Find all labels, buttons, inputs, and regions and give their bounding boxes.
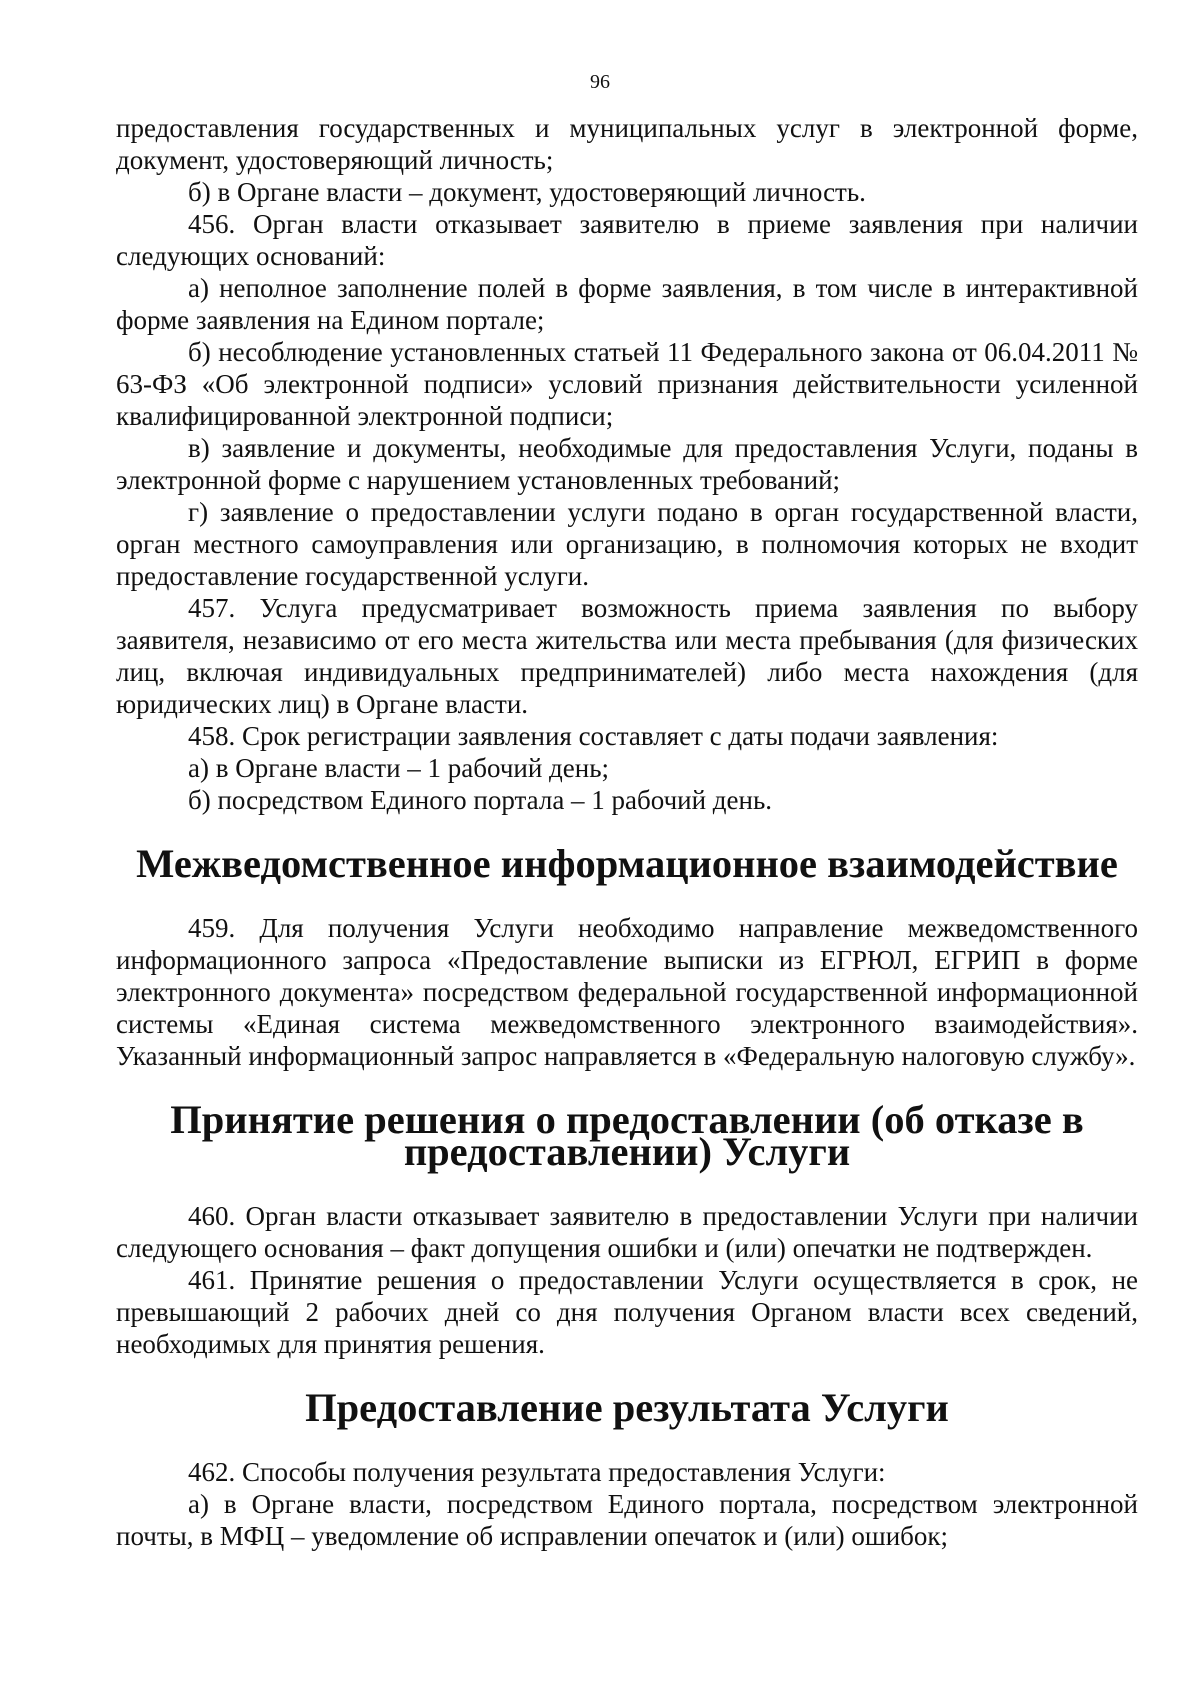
- paragraph-458: 458. Срок регистрации заявления составляет с даты подачи заявления:: [188, 721, 999, 751]
- paragraph-456-g: г) заявление о предоставлении услуги подано в орган государственной власти, орган местного самоуправления или организацию, в полномочия которых не входит предоставление государственной услуги.: [116, 497, 1138, 591]
- section-heading-interagency: Межведомственное информационное взаимодействие: [136, 841, 1118, 886]
- paragraph-457: 457. Услуга предусматривает возможность приема заявления по выбору заявителя, независимо от его места жительства или места пребывания (для физических лиц, включая индивидуальных предпринимателей) либо места нахождения (для юридических лиц) в Органе власти.: [116, 593, 1138, 719]
- paragraph-462-a: а) в Органе власти, посредством Единого портала, посредством электронной почты, в МФЦ – уведомление об исправлении опечаток и (или) ошибок;: [116, 1489, 1138, 1551]
- paragraph-461: 461. Принятие решения о предоставлении Услуги осуществляется в срок, не превышающий 2 рабочих дней со дня получения Органом власти всех сведений, необходимых для принятия решения.: [116, 1265, 1138, 1359]
- document-body: [116, 112, 1138, 1552]
- paragraph-456-a: а) неполное заполнение полей в форме заявления, в том числе в интерактивной форме заявления на Едином портале;: [116, 273, 1138, 335]
- paragraph-continuation: предоставления государственных и муниципальных услуг в электронной форме, документ, удостоверяющий личность;: [116, 113, 1138, 175]
- paragraph-458-a: а) в Органе власти – 1 рабочий день;: [188, 753, 610, 783]
- section-heading-decision: Принятие решения о предоставлении (об отказе в предоставлении) Услуги: [170, 1097, 1084, 1174]
- section-heading-result: Предоставление результата Услуги: [305, 1385, 949, 1430]
- paragraph-460: 460. Орган власти отказывает заявителю в предоставлении Услуги при наличии следующего основания – факт допущения ошибки и (или) опечатки не подтвержден.: [116, 1201, 1138, 1263]
- paragraph-item-b-identity: б) в Органе власти – документ, удостоверяющий личность.: [188, 177, 866, 207]
- paragraph-462: 462. Способы получения результата предоставления Услуги:: [188, 1457, 886, 1487]
- paragraph-456-b: б) несоблюдение установленных статьей 11 Федерального закона от 06.04.2011 № 63-ФЗ «Об электронной подписи» условий признания действительности усиленной квалифицированной электронной подписи;: [116, 337, 1138, 431]
- paragraph-456: 456. Орган власти отказывает заявителю в приеме заявления при наличии следующих оснований:: [116, 209, 1138, 271]
- paragraph-456-v: в) заявление и документы, необходимые для предоставления Услуги, поданы в электронной форме с нарушением установленных требований;: [116, 433, 1138, 495]
- paragraph-459: 459. Для получения Услуги необходимо направление межведомственного информационного запроса «Предоставление выписки из ЕГРЮЛ, ЕГРИП в форме электронного документа» посредством федеральной государственной информационной системы «Единая система межведомственного электронного взаимодействия». Указанный информационный запрос направляется в «Федеральную налоговую службу».: [116, 913, 1138, 1071]
- page-number: 96: [590, 71, 610, 93]
- paragraph-458-b: б) посредством Единого портала – 1 рабочий день.: [188, 785, 773, 815]
